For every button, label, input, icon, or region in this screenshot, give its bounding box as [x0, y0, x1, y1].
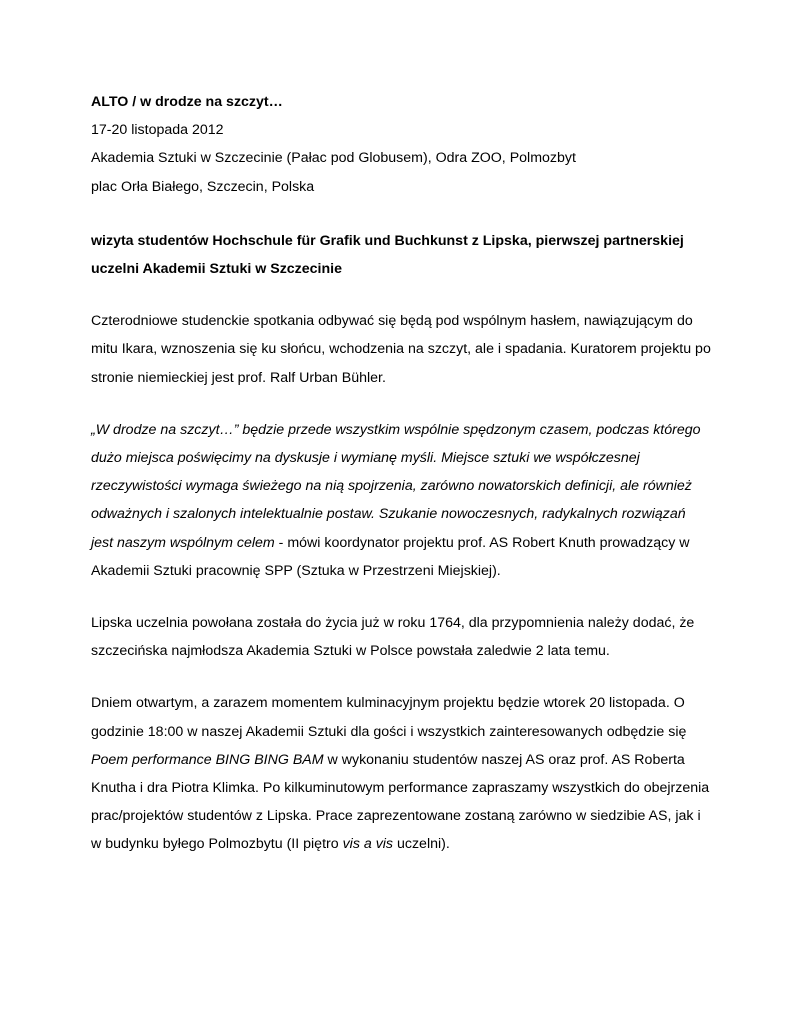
paragraph-intro: Czterodniowe studenckie spotkania odbywać się będą pod wspólnym hasłem, nawiązującym do mitu Ikara, wznoszenia się ku słońcu, wchodzenia na szczyt, ale i spadania. Kuratorem projektu po stronie niemieckiej jest prof. Ralf Urban Bühler. [91, 313, 711, 386]
vis-a-vis-text: vis a vis [342, 836, 394, 853]
open-day-text-3: uczelni). [393, 836, 450, 853]
quote-text: „W drodze na szczyt…” będzie przede wszystkim wspólnie spędzonym czasem, podczas którego dużo miejsca poświęcimy na dyskusje i wymianę myśli. Miejsce sztuki we współczesnej rzeczywistości wymaga świeżego na nią spojrzenia, zarówno nowatorskich definicji, ale również odważnych i szalonych intelektualnie postaw. Szukanie nowoczesnych, radykalnych rozwiązań jest naszym wspólnym celem [91, 421, 701, 551]
document-page [91, 88, 711, 859]
subheading: wizyta studentów Hochschule für Grafik und Buchkunst z Lipska, pierwszej partnerskiej uczelni Akademii Sztuki w Szczecinie [91, 232, 684, 278]
paragraph-quote [91, 416, 711, 585]
paragraph-history: Lipska uczelnia powołana została do życia już w roku 1764, dla przypomnienia należy dodać, że szczecińska najmłodsza Akademia Sztuki w Polsce powstała zaledwie 2 lata temu. [91, 615, 695, 660]
open-day-text-1: Dniem otwartym, a zarazem momentem kulminacyjnym projektu będzie wtorek 20 listopada. O godzinie 18:00 w naszej Akademii Sztuki dla gości i wszystkich zainteresowanych odbędzie się [91, 695, 687, 740]
quote-attribution: - mówi koordynator projektu prof. AS Robert Knuth prowadzący w Akademii Sztuki pracownię SPP (Sztuka w Przestrzeni Miejskiej). [91, 534, 690, 579]
event-title: ALTO / w drodze na szczyt… [91, 94, 283, 110]
event-venues: Akademia Sztuki w Szczecinie (Pałac pod Globusem), Odra ZOO, Polmozbyt [91, 150, 576, 167]
open-day-text-2: w wykonaniu studentów naszej AS oraz prof. AS Roberta Knutha i dra Piotra Klimka. Po kilkuminutowym performance zapraszamy wszystkich do obejrzenia prac/projektów studentów z Lipska. Prace zaprezentowane zostaną zarówno w siedzibie AS, jak i w budynku byłego Polmozbytu (II piętro [91, 751, 710, 853]
event-address: plac Orła Białego, Szczecin, Polska [91, 178, 315, 195]
paragraph-open-day [91, 689, 711, 858]
event-dates: 17-20 listopada 2012 [91, 122, 224, 139]
performance-title: Poem performance BING BING BAM [91, 751, 324, 768]
